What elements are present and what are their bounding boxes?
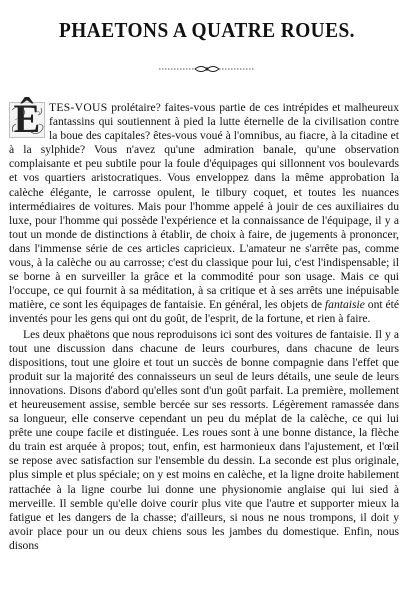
paragraph-1 [9, 96, 400, 327]
page-title: PHAETONS A QUATRE ROUES. [59, 18, 355, 42]
paragraph-1-text-a: prolétaire? faites-vous partie de ces intrépides et malheureux fantassins qui soutiennent à pied la lutte éternelle de la civilisation contre la boue des capitales? êtes-vous voué à l'omnibus, au fiacre, à la citadine et à la sylphide? Vous n'avez qu'une admiration banale, qu'une observation complaisante et peu subtile pour la foule d'équipages qui sillonnent vos boulevards et vos quartiers aristocratiques. Vous enveloppez dans la même approbation la calèche élégante, le carrosse opulent, le tilbury coquet, et toutes les nuances intermédiaires de voitures. Mais pour l'homme appelé à jouir de ces auxiliaires du luxe, pour l'homme qui possède l'expérience et la connaissance de l'équipage, il y a tout un monde de distinctions à établir, de choix à faire, de jugements à prononcer, dans l'immense série de ces articles capricieux. L'amateur ne s'arrête pas, comme vous, à la calèche ou au carrosse; c'est du classique pour lui, c'est l'indispensable; il se borne à en surveiller la grâce et la commodité pour son usage. Mais ce qui l'occupe, ce qui fournit à sa méditation, à sa critique et à ses arrêts une inépuisable matière, ce sont les équipages de fantaisie. En général, les objets de [9, 101, 399, 312]
drop-cap-letter: Ê [13, 96, 41, 141]
paragraph-1-lead: TES-VOUS [49, 101, 108, 114]
body-text [9, 96, 400, 553]
drop-cap [9, 96, 45, 141]
ornament-divider [157, 64, 257, 74]
paragraph-1-text-b: ont été inventés pour les gens qui ont du goût, de l'esprit, de la fortune, et rien à faire. [9, 298, 400, 326]
paragraph-2: Les deux phaëtons que nous reproduisons ici sont des voitures de fantaisie. Il y a tout une discussion dans chacune de leurs courbures, dans chacune de leurs dispositions, tout une gloire et tout un succès de bonne compagnie dans l'effet que produit sur la majorité des connaisseurs un seul de leurs détails, une seule de leurs innovations. Disons d'abord qu'elles sont d'un goût parfait. La première, mollement et heureusement assise, semble bercée sur ses ressorts. Légèrement ramassée dans sa longueur, elle conserve cependant un peu du méplat de la calèche, ce qui lui prête une coupe facile et distinguée. Les roues sont à une bonne distance, la flèche du train est arquée à propos; tout, enfin, est harmonieux dans l'ajustement, et l'œil se repose avec satisfaction sur l'ensemble du dessin. La seconde est plus originale, plus simple et plus spéciale; on y est moins en calèche, et la ligne droite habilement rattachée à la ligne courbe lui donne une physionomie anglaise qui lui sied à merveille. Il semble qu'elle doive courir plus vite que l'autre et supporter mieux la fatigue et les dangers de la chasse; d'ailleurs, si nous ne nous trompons, il doit y avoir place pour un ou deux chiens sous les jambes du domestique. Enfin, nous disons [9, 327, 399, 552]
paragraph-1-emphasis: fantaisie [324, 298, 365, 312]
